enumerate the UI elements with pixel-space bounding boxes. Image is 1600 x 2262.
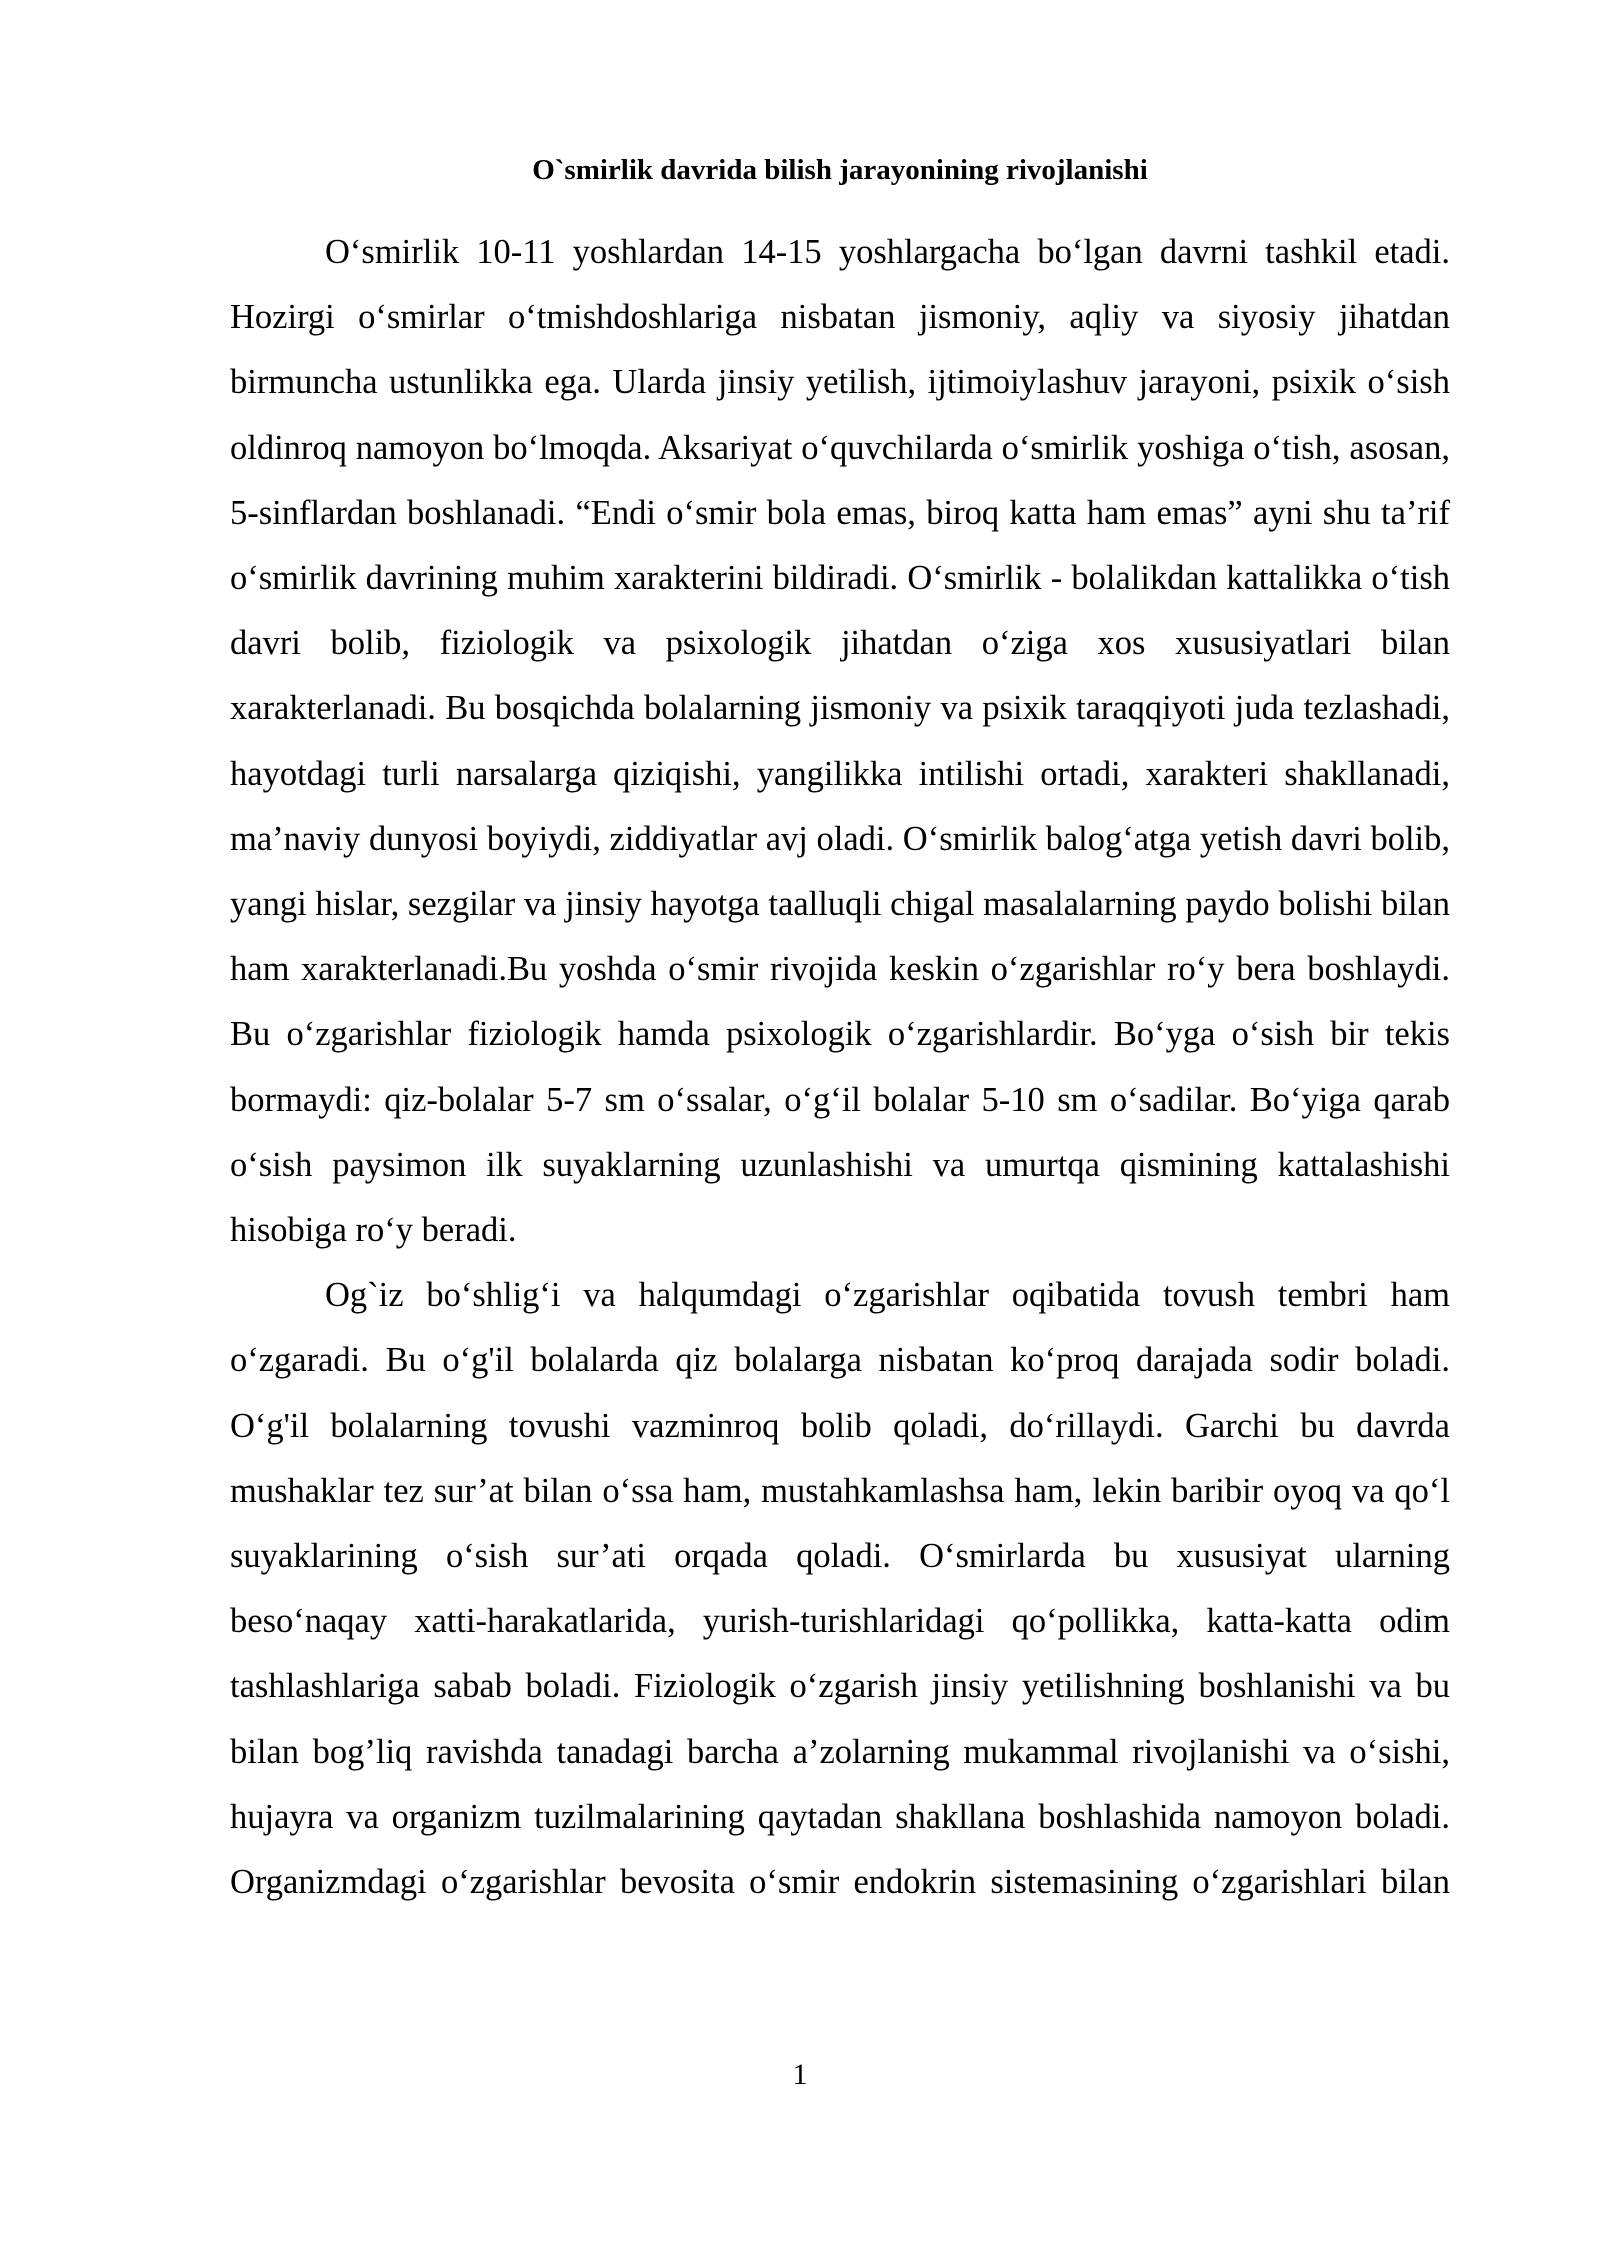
body-paragraph: O‘smirlik 10-11 yoshlardan 14-15 yoshlargacha bo‘lgan davrni tashkil etadi. Hozirgi o‘smirlar o‘tmishdoshlariga nisbatan jismoniy, aqliy va siyosiy jihatdan birmuncha ustunlikka ega. Ularda jinsiy yetilish, ijtimoiylashuv jarayoni, psixik o‘sish oldinroq namoyon bo‘lmoqda. Aksariyat o‘quvchilarda o‘smirlik yoshiga o‘tish, asosan, 5-sinflardan boshlanadi. “Endi o‘smir bola emas, biroq katta ham emas” ayni shu ta’rif o‘smirlik davrining muhim xarakterini bildiradi. O‘smirlik - bolalikdan kattalikka o‘tish davri bolib, fiziologik va psixologik jihatdan o‘ziga xos xususiyatlari bilan xarakterlanadi. Bu bosqichda bolalarning jismoniy va psixik taraqqiyoti juda tezlashadi, hayotdagi turli narsalarga qiziqishi, yangilikka intilishi ortadi, xarakteri shakllanadi, ma’naviy dunyosi boyiydi, ziddiyatlar avj oladi. O‘smirlik balog‘atga yetish davri bolib, yangi hislar, sezgilar va jinsiy hayotga taalluqli chigal masalalarning paydo bolishi bilan ham xarakterlanadi.Bu yoshda o‘smir rivojida keskin o‘zgarishlar ro‘y bera boshlaydi. Bu o‘zgarishlar fiziologik hamda psixologik o‘zgarishlardir. Bo‘yga o‘sish bir tekis bormaydi: qiz-bolalar 5-7 sm o‘ssalar, o‘g‘il bolalar 5-10 sm o‘sadilar. Bo‘yiga qarab o‘sish paysimon ilk suyaklarning uzunlashishi va umurtqa qismining kattalashishi hisobiga ro‘y beradi. (230, 233, 1450, 1250)
document-title: O`smirlik davrida bilish jarayonining rivojlanishi (532, 154, 1148, 186)
body-paragraph: Og`iz bo‘shlig‘i va halqumdagi o‘zgarishlar oqibatida tovush tembri ham o‘zgaradi. Bu o‘g'il bolalarda qiz bolalarga nisbatan ko‘proq darajada sodir boladi. O‘g'il bolalarning tovushi vazminroq bolib qoladi, do‘rillaydi. Garchi bu davrda mushaklar tez sur’at bilan o‘ssa ham, mustahkamlashsa ham, lekin baribir oyoq va qo‘l suyaklarining o‘sish sur’ati orqada qoladi. O‘smirlarda bu xususiyat ularning beso‘naqay xatti-harakatlarida, yurish-turishlaridagi qo‘pollikka, katta-katta odim tashlashlariga sabab boladi. Fiziologik o‘zgarish jinsiy yetilishning boshlanishi va bu bilan bog’liq ravishda tanadagi barcha a’zolarning mukammal rivojlanishi va o‘sishi, hujayra va organizm tuzilmalarining qaytadan shakllana boshlashida namoyon boladi. Organizmdagi o‘zgarishlar bevosita o‘smir endokrin sistemasining o‘zgarishlari bilan (230, 1276, 1450, 1902)
document-body (230, 220, 1450, 1915)
page-number: 1 (792, 2058, 808, 2091)
